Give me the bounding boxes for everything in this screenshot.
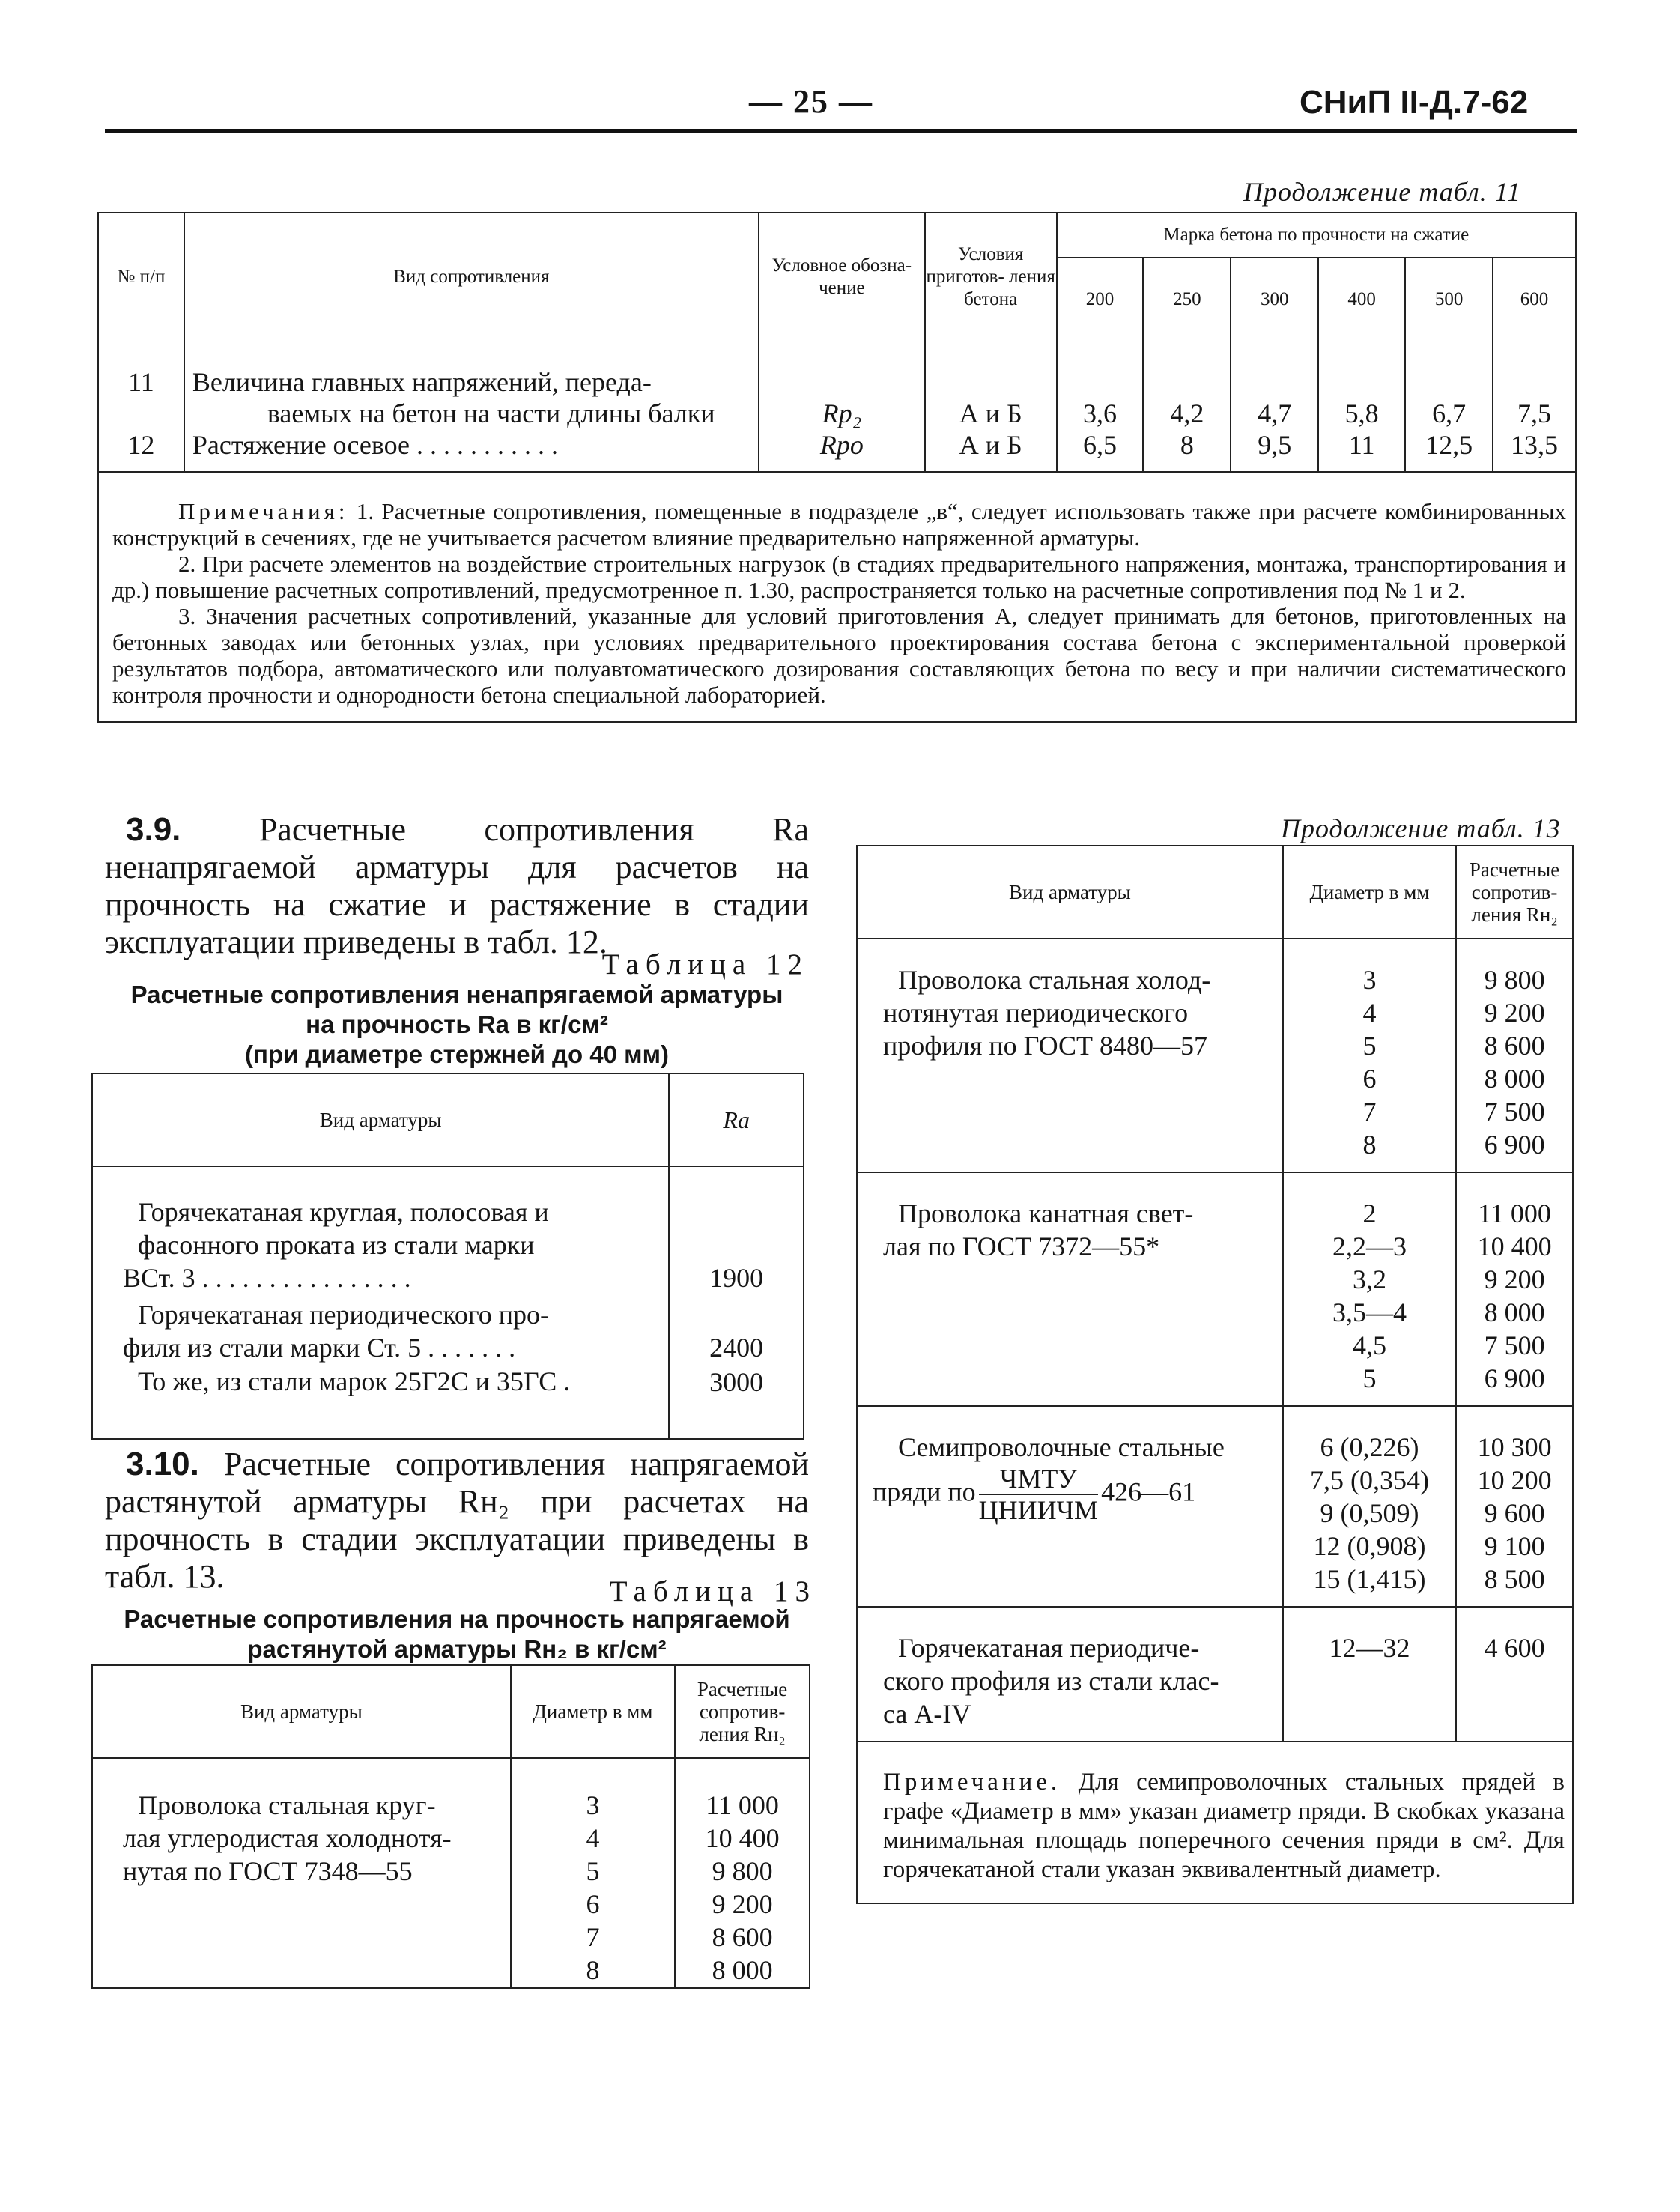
value: 6 900 (1484, 1130, 1545, 1160)
row-value: 7,5 (1493, 341, 1576, 429)
row-name: То же, из стали марок 25Г2С и 35ГС . (138, 1366, 571, 1396)
row-line: нотянутая периодического (883, 998, 1189, 1028)
heading-line: Расчетные сопротивления ненапрягаемой арматуры (130, 981, 783, 1008)
table-row (98, 429, 1576, 472)
prefix-text: пряди по (873, 1476, 976, 1507)
row-value: 3000 (669, 1365, 804, 1439)
row-line-fraction (873, 1464, 1273, 1525)
row-name (92, 1295, 669, 1365)
row-line: ского профиля из стали клас- (883, 1666, 1219, 1696)
col-diam-header: Диаметр в мм (511, 1665, 676, 1758)
diameter: 12 (0,908) (1313, 1531, 1426, 1561)
value: 7 500 (1484, 1330, 1545, 1360)
diameter: 3,2 (1352, 1264, 1386, 1294)
value: 8 000 (1484, 1297, 1545, 1327)
table12-heading (97, 980, 816, 1070)
value: 8 600 (1484, 1031, 1545, 1061)
diameter: 6 (0,226) (1320, 1432, 1419, 1462)
row-line: Горячекатаная круглая, полосовая и (138, 1197, 549, 1227)
diameter-list (1283, 939, 1456, 1172)
col-conditions-header: Условия приготов- ления бетона (925, 213, 1057, 341)
row-number: 11 (98, 341, 184, 429)
row-value: 4,2 (1143, 341, 1231, 429)
value: 4 600 (1456, 1607, 1573, 1742)
row-line: лая углеродистая холоднотя- (123, 1823, 452, 1853)
table-row (98, 341, 1576, 429)
diameter: 6 (1362, 1064, 1377, 1094)
row-symbol: Rp₂ (759, 341, 925, 429)
row-line: профиля по ГОСТ 8480—57 (883, 1031, 1208, 1061)
row-value: 5,8 (1318, 341, 1405, 429)
table13c-caption: Продолжение табл. 13 (1281, 813, 1561, 843)
diameter: 4,5 (1352, 1330, 1386, 1360)
table-row (857, 1172, 1573, 1406)
grade-header: 250 (1143, 258, 1231, 341)
row-value: 6,5 (1057, 429, 1144, 472)
row-name (857, 1172, 1283, 1406)
row-name (857, 939, 1283, 1172)
table13 (91, 1664, 810, 1989)
page-number: — 25 — (749, 83, 873, 120)
diameter: 2 (1362, 1199, 1377, 1228)
row-line: Горячекатаная периодиче- (898, 1633, 1200, 1663)
row-value: 11 (1318, 429, 1405, 472)
value: 8 000 (1484, 1064, 1545, 1094)
header-rule (105, 129, 1577, 133)
value: 11 000 (1478, 1199, 1551, 1228)
diameter: 8 (1362, 1130, 1377, 1160)
note-item: 2. При расчете элементов на воздействие строительных нагрузок (в стадиях предварительного напряжения, монтажа, транспортирования и др.) повышение расчетных сопротивлений, предусмотренное п. 1.30, распространяется только на расчетные сопротивления под № 1 и 2. (112, 551, 1566, 603)
col-value-header: Расчетные сопротив- ления Rн₂ (1456, 846, 1573, 939)
table13-continuation (856, 845, 1574, 1904)
grade-header: 300 (1231, 258, 1318, 341)
heading-line: на прочность Rа в кг/см² (306, 1010, 608, 1038)
diameter: 7 (586, 1922, 600, 1952)
col-type-header: Вид арматуры (857, 846, 1283, 939)
section-text: Расчетные сопротивления Rа ненапрягаемой арматуры для расчетов на прочность на сжатие и растяжение в стадии эксплуатации приведены в табл. 12. (105, 811, 809, 960)
row-number: 12 (98, 429, 184, 472)
section-3-10 (105, 1446, 809, 1596)
diameter-list (1283, 1406, 1456, 1607)
row-line: Проволока стальная холод- (898, 965, 1211, 995)
heading-line: растянутой арматуры Rн₂ в кг/см² (247, 1635, 667, 1663)
grade-header: 600 (1493, 258, 1576, 341)
row-name-line: ваемых на бетон на части длины балки (267, 399, 715, 428)
diameter: 7 (1362, 1097, 1377, 1127)
table-row (92, 1295, 804, 1365)
value: 8 000 (712, 1955, 773, 1985)
table-row (92, 1166, 804, 1295)
fraction-denominator: ЦНИИЧМ (978, 1495, 1099, 1525)
table12 (91, 1073, 804, 1440)
heading-line: Расчетные сопротивления на прочность напрягаемой (124, 1605, 790, 1633)
note-item: 3. Значения расчетных сопротивлений, указанные для условий приготовления А, следует принимать для бетонов, приготовленных на бетонных заводах или бетонных узлах, при условиях предварительного проектирования состава бетона с экспериментальной проверкой результатов подбора, автоматического или полуавтоматического дозирования составляющих бетона по весу и при наличии систематического контроля прочности и однородности бетона специальной лабораторией. (112, 603, 1566, 708)
row-name-line: Величина главных напряжений, переда- (192, 367, 652, 397)
table-row (92, 1365, 804, 1439)
value: 8 500 (1484, 1564, 1545, 1594)
value: 11 000 (706, 1790, 779, 1820)
row-value: 9,5 (1231, 429, 1318, 472)
table-row (857, 1406, 1573, 1607)
value-list (1456, 1406, 1573, 1607)
diameter: 4 (586, 1823, 600, 1853)
value-list (1456, 939, 1573, 1172)
row-value: 3,6 (1057, 341, 1144, 429)
row-name (184, 341, 759, 429)
row-symbol: Rpo (759, 429, 925, 472)
col-grade-header: Марка бетона по прочности на сжатие (1057, 213, 1576, 258)
table11-caption: Продолжение табл. 11 (1243, 177, 1522, 207)
fraction-numerator: ЧМТУ (979, 1464, 1098, 1495)
table11 (97, 212, 1577, 723)
row-conditions: А и Б (925, 341, 1057, 429)
col-num-header: № п/п (98, 213, 184, 341)
col-diam-header: Диаметр в мм (1283, 846, 1456, 939)
diameter: 9 (0,509) (1320, 1498, 1419, 1528)
value: 10 200 (1477, 1465, 1552, 1495)
row-conditions: А и Б (925, 429, 1057, 472)
section-number: 3.9. (126, 811, 181, 848)
diameter: 8 (586, 1955, 600, 1985)
row-line: Семипроволочные стальные (898, 1432, 1225, 1462)
document-code: СНиП II-Д.7-62 (1300, 84, 1529, 121)
notes-label: Примечания: (178, 498, 349, 524)
row-value: 8 (1143, 429, 1231, 472)
value: 9 800 (712, 1856, 773, 1886)
grade-header: 400 (1318, 258, 1405, 341)
row-line: Проволока стальная круг- (138, 1790, 436, 1820)
row-value: 12,5 (1405, 429, 1493, 472)
row-line: ВСт. 3 . . . . . . . . . . . . . . . . (123, 1263, 411, 1293)
heading-line: (при диаметре стержней до 40 мм) (245, 1040, 669, 1068)
diameter-list (1283, 1172, 1456, 1406)
col-type-header: Вид сопротивления (184, 213, 759, 341)
section-3-9 (105, 811, 809, 961)
value: 8 600 (712, 1922, 773, 1952)
value: 7 500 (1484, 1097, 1545, 1127)
row-line: нутая по ГОСТ 7348—55 (123, 1856, 413, 1886)
diameter: 3,5—4 (1332, 1297, 1407, 1327)
value: 6 900 (1484, 1363, 1545, 1393)
value: 9 200 (1484, 1264, 1545, 1294)
row-name (857, 1607, 1283, 1742)
row-name: Растяжение осевое . . . . . . . . . . . (184, 429, 759, 472)
value: 10 400 (1477, 1231, 1552, 1261)
grade-header: 500 (1405, 258, 1493, 341)
suffix-text: 426—61 (1101, 1476, 1196, 1507)
table13-title: Таблица 13 (609, 1575, 816, 1608)
note-item: 1. Расчетные сопротивления, помещенные в подразделе „в“, следует использовать также при расчете комбинированных конструкций в сечениях, где не учитывается расчетом влияние предварительно напряженной арматуры. (112, 498, 1566, 551)
diameter: 6 (586, 1889, 600, 1919)
col-type-header: Вид арматуры (92, 1665, 511, 1758)
row-line: Горячекатаная периодического про- (138, 1300, 550, 1330)
diameter: 5 (586, 1856, 600, 1886)
diameter: 5 (1362, 1031, 1377, 1061)
diameter-list (511, 1758, 676, 1988)
value-list (675, 1758, 810, 1988)
row-value: 13,5 (1493, 429, 1576, 472)
row-line: Проволока канатная свет- (898, 1199, 1194, 1228)
col-value-header: Rа (669, 1073, 804, 1166)
diameter: 2,2—3 (1332, 1231, 1407, 1261)
row-name (92, 1758, 511, 1988)
value-list (1456, 1172, 1573, 1406)
row-value: 6,7 (1405, 341, 1493, 429)
value: 10 400 (705, 1823, 780, 1853)
diameter: 5 (1362, 1363, 1377, 1393)
diameter: 4 (1362, 998, 1377, 1028)
grade-header: 200 (1057, 258, 1144, 341)
row-value: 4,7 (1231, 341, 1318, 429)
note-label: Примечание. (883, 1769, 1061, 1796)
value: 9 100 (1484, 1531, 1545, 1561)
col-type-header: Вид арматуры (92, 1073, 669, 1166)
row-line: са A-IV (883, 1699, 971, 1729)
row-value: 2400 (669, 1295, 804, 1365)
row-value: 1900 (669, 1166, 804, 1295)
diameter: 12—32 (1283, 1607, 1456, 1742)
row-line: фасонного проката из стали марки (138, 1230, 535, 1260)
table12-title: Таблица 12 (601, 948, 809, 981)
value: 9 800 (1484, 965, 1545, 995)
table-row (857, 1607, 1573, 1742)
table13-heading (97, 1605, 816, 1664)
value: 10 300 (1477, 1432, 1552, 1462)
table13-note (857, 1742, 1573, 1903)
diameter: 15 (1,415) (1313, 1564, 1426, 1594)
note-text: Для семипроволочных стальных прядей в графе «Диаметр в мм» указан диаметр пряди. В скобках указана минимальная площадь поперечного сечения пряди в см². Для горячекатаной стали указан эквивалентный диаметр. (883, 1769, 1565, 1883)
row-line: филя из стали марки Ст. 5 . . . . . . . (123, 1333, 516, 1363)
standard-fraction (979, 1464, 1098, 1525)
row-name (857, 1406, 1283, 1607)
diameter: 3 (1362, 965, 1377, 995)
section-number: 3.10. (126, 1446, 199, 1482)
row-line: лая по ГОСТ 7372—55* (883, 1231, 1160, 1261)
col-symbol-header: Условное обозна- чение (759, 213, 925, 341)
table11-notes (98, 472, 1576, 722)
value: 9 600 (1484, 1498, 1545, 1528)
table-row (92, 1758, 810, 1988)
value: 9 200 (1484, 998, 1545, 1028)
col-value-header: Расчетные сопротив- ления Rн₂ (675, 1665, 810, 1758)
diameter: 3 (586, 1790, 600, 1820)
row-name (92, 1166, 669, 1295)
diameter: 7,5 (0,354) (1310, 1465, 1429, 1495)
section-text: Расчетные сопротивления напрягаемой растянутой арматуры Rн₂ при расчетах на прочность в стадии эксплуатации приведены в табл. 13. (105, 1446, 809, 1595)
table-row (857, 939, 1573, 1172)
value: 9 200 (712, 1889, 773, 1919)
